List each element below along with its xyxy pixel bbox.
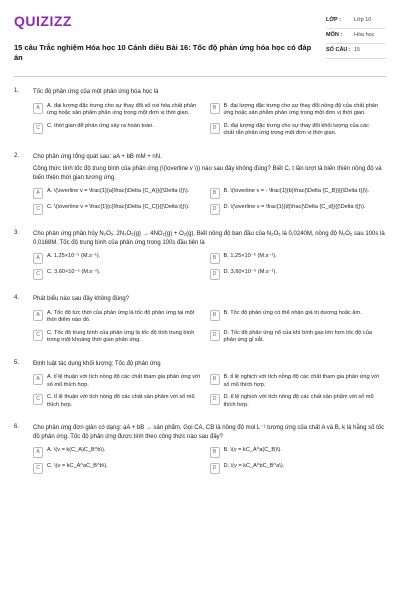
option-text: B. đại lượng đặc trưng cho sự thay đổi nồng độ của chất phản ứng hoặc sản phẩm phản ứng trong một đơn vị thời gian. [223,102,379,116]
answer-option[interactable] [33,310,210,325]
answer-option[interactable] [33,330,210,345]
option-letter-badge: B [210,374,220,385]
option-text: C. \(\overline v = \frac{1}{c}\frac{\Delta {C_C}}{{\Delta t}}\). [47,204,190,210]
question-subtext: Công thức tính tốc độ trung bình của phản ứng (\(\overline v \)) nào sau đây không đúng? Biết C, t lần lượt là biến thiên nồng độ và biến thiên thời gian tương ứng. [33,166,382,181]
option-letter-badge: D [210,394,220,405]
question-body [33,88,386,97]
answer-option[interactable] [210,463,387,474]
question-body [33,295,386,304]
answer-option[interactable] [33,374,210,389]
question-head [14,230,386,247]
answer-option[interactable] [210,394,387,409]
answer-option[interactable] [210,103,387,118]
option-letter-badge: B [210,253,220,264]
meta-row-subject [326,29,386,44]
answer-option[interactable] [210,123,387,138]
question-text: Tốc độ phản ứng của một phản ứng hóa học là [33,89,159,95]
option-grid [33,374,386,414]
answer-option[interactable] [33,204,210,215]
question-text: Định luật tác dụng khối lượng: Tốc độ phản ứng [33,360,161,367]
option-letter-badge: D [210,123,220,134]
answer-option[interactable] [210,310,387,325]
option-letter-badge: A [33,253,43,264]
question-item [14,424,386,479]
answer-option[interactable] [33,269,210,280]
question-body [33,153,386,183]
option-text: D. 3,60×10⁻⁵ (M.s⁻¹). [223,269,277,275]
question-number: 1. [14,88,20,94]
header [14,10,386,70]
header-divider [14,76,386,77]
meta-label: LỚP : [326,17,341,23]
answer-option[interactable] [33,253,210,264]
answer-option[interactable] [210,204,387,215]
option-text: A. \(v = k(C_A)C_B^b\). [47,447,106,453]
option-letter-badge: D [210,330,220,341]
option-text: B. tỉ lệ nghịch với tích nồng độ các chất tham gia phản ứng với số mũ thích hợp. [223,374,379,388]
question-text: Phát biểu nào sau đây không đúng? [33,296,130,302]
question-item [14,88,386,143]
question-item [14,360,386,415]
meta-label: SỐ CÂU : [326,47,351,53]
option-letter-badge: C [33,463,43,474]
answer-option[interactable] [33,188,210,199]
option-letter-badge: B [210,188,220,199]
option-grid [33,253,386,285]
option-grid [33,310,386,350]
option-letter-badge: A [33,103,43,114]
option-text: A. tỉ lệ thuận với tích nồng độ các chất tham gia phản ứng với số mũ thích hợp. [47,374,200,388]
option-text: A. 1,25×10⁻⁵ (M.s⁻¹). [47,253,101,259]
option-text: B. \(v = kC_A^a(C_B)\). [223,447,282,453]
option-letter-badge: A [33,374,43,385]
question-head [14,424,386,441]
quizizz-logo: QUIZIZZ [14,13,72,29]
question-number: 5. [14,359,20,366]
question-text: Cho phản ứng tổng quát sau: aA + bB mM + nN. [33,153,162,160]
option-text: C. 3,60×10⁻⁵ (M.s⁻¹). [47,269,101,275]
question-item [14,153,386,221]
option-text: D. \(v = kC_A^bC_B^a\). [223,463,285,469]
option-letter-badge: D [210,269,220,280]
option-text: C. Tốc độ trung bình của phản ứng là tốc độ tính trung bình trong một khoảng thời gian phản ứng. [47,329,195,343]
option-text: A. Tốc độ tức thời của phản ứng là tốc độ phản ứng tại một thời điểm nào đó. [47,309,195,323]
option-grid [33,103,386,143]
question-body [33,230,386,247]
option-letter-badge: B [210,103,220,114]
option-letter-badge: D [210,463,220,474]
option-text: C. tỉ lệ thuận với tích nồng độ các chất sản phẩm với số mũ thích hợp. [47,394,195,408]
option-letter-badge: C [33,330,43,341]
page-title: 15 câu Trắc nghiệm Hóa học 10 Cánh diều Bài 16: Tốc độ phản ứng hóa học có đáp án [14,43,312,62]
option-text: C. thời gian để phản ứng xảy ra hoàn toàn. [47,122,154,129]
option-letter-badge: B [210,447,220,458]
question-body [33,424,386,441]
option-letter-badge: B [210,310,220,321]
option-letter-badge: C [33,123,43,134]
answer-option[interactable] [210,253,387,264]
option-text: C. \(v = kC_A^aC_B^b\). [47,463,108,469]
option-letter-badge: C [33,204,43,215]
meta-value: Hóa học [354,32,375,38]
option-grid [33,188,386,220]
answer-option[interactable] [210,269,387,280]
option-text: B. 1,25×10⁻⁵ (M.s⁻¹). [223,253,277,259]
question-head [14,88,386,97]
question-number: 4. [14,295,20,301]
option-text: B. \(\overline v = - \frac{1}{b}\frac{\Delta {C_B}}{{\Delta t}}\). [223,188,370,194]
meta-label: MÔN : [326,32,343,38]
option-letter-badge: A [33,188,43,199]
option-letter-badge: C [33,269,43,280]
option-grid [33,447,386,479]
option-text: D. đại lượng đặc trưng cho sự thay đổi khối lượng của các chất rắn phản ứng trong một đơn vị thời gian. [223,122,369,136]
option-letter-badge: A [33,447,43,458]
answer-option[interactable] [33,394,210,409]
answer-option[interactable] [33,103,210,118]
question-head [14,295,386,304]
question-number: 2. [14,152,20,159]
meta-value: Lớp 10 [354,17,372,23]
option-text: A. \(\overline v = \frac{1}{a}\frac{\Delta {C_A}}{{\Delta t}}\). [47,188,190,194]
option-letter-badge: C [33,394,43,405]
question-item [14,295,386,350]
question-head [14,360,386,369]
option-letter-badge: D [210,204,220,215]
question-item [14,230,386,285]
answer-option[interactable] [210,374,387,389]
question-text: Cho phản ứng đơn giản có dạng: aA + bB → sản phẩm. Gọi CA, CB là nồng độ mol L⁻¹ tương ứng của chất A và B, k là hằng số tốc độ phản ứng. Tốc độ phản ứng được tính theo công thức nào sau đây? [33,425,385,440]
question-number: 3. [14,230,20,236]
meta-value: 15 [354,47,361,53]
answer-option[interactable] [33,123,210,138]
question-head [14,153,386,183]
answer-option[interactable] [33,447,210,458]
option-letter-badge: A [33,310,43,321]
answer-option[interactable] [210,330,387,345]
question-list [14,88,386,489]
question-body [33,360,386,369]
option-text: D. \(\overline v = \frac{1}{d}\frac{\Delta {C_d}}{{\Delta t}}\). [223,204,366,210]
option-text: B. Tốc độ phản ứng có thể nhận giá trị dương hoặc âm. [223,309,362,316]
question-text: Cho phản ứng phân hủy N₂O₅: 2N₂O₅(g) → 4NO₂(g) + O₂(g). Biết nồng độ ban đầu của N₂O₅ là 0,0240M, nồng độ N₂O₅ sau 100s là 0,0168M. Tốc độ trung bình của phản ứng trong 100s đầu tiên là [33,231,385,246]
meta-row-count [326,44,386,59]
answer-option[interactable] [210,188,387,199]
answer-option[interactable] [210,447,387,458]
meta-panel [326,14,386,59]
option-text: A. đại lượng đặc trưng cho sự thay đổi số oxi hóa chất phản ứng hoặc sản phẩm phản ứng trong một đơn vị thời gian. [47,102,197,116]
answer-option[interactable] [33,463,210,474]
option-text: D. Tốc độ phản ứng nổ của khí bình gas lớn hơn tốc độ của phản ứng gỉ sắt. [223,329,372,343]
option-text: D. tỉ lệ nghịch với tích nồng độ các chất sản phẩm với số mũ thích hợp. [223,394,374,408]
question-number: 6. [14,424,20,430]
meta-row-grade [326,14,386,29]
